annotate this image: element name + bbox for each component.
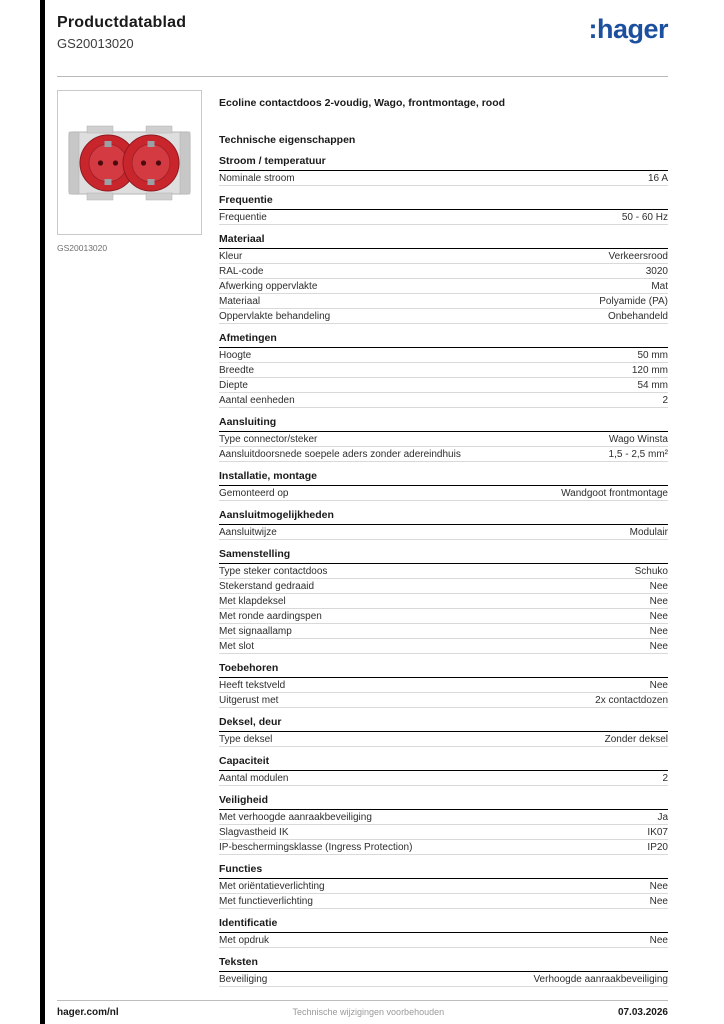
spec-row: [219, 594, 668, 609]
spec-value: 2x contactdozen: [595, 695, 668, 706]
binding-edge-bar: [40, 0, 45, 1024]
spec-label: Aantal eenheden: [219, 395, 295, 406]
spec-value: Nee: [649, 680, 668, 691]
spec-row: [219, 579, 668, 594]
product-image: [57, 90, 202, 235]
spec-section: [219, 863, 668, 909]
spec-section: [219, 332, 668, 408]
spec-value: 3020: [645, 266, 668, 277]
spec-value: 16 A: [647, 173, 668, 184]
spec-section: [219, 509, 668, 540]
spec-row: [219, 840, 668, 855]
spec-row: [219, 309, 668, 324]
footer-note: Technische wijzigingen voorbehouden: [292, 1007, 445, 1017]
spec-label: Materiaal: [219, 296, 261, 307]
spec-value: Verkeersrood: [608, 251, 668, 262]
spec-section: [219, 470, 668, 501]
spec-row: [219, 933, 668, 948]
product-title: Ecoline contactdoos 2-voudig, Wago, frontmontage, rood: [219, 97, 506, 109]
specs-column: [219, 90, 668, 987]
spec-value: Onbehandeld: [607, 311, 668, 322]
spec-label: Met verhoogde aanraakbeveiliging: [219, 812, 372, 823]
spec-section: [219, 194, 668, 225]
spec-value: Mat: [651, 281, 668, 292]
spec-row: [219, 363, 668, 378]
spec-row: [219, 393, 668, 408]
spec-value: Polyamide (PA): [599, 296, 668, 307]
spec-row: [219, 432, 668, 447]
spec-value: Nee: [649, 881, 668, 892]
section-title: Samenstelling: [219, 548, 668, 564]
content: [57, 90, 668, 987]
spec-label: Afwerking oppervlakte: [219, 281, 318, 292]
spec-section: [219, 416, 668, 462]
spec-value: 2: [662, 395, 668, 406]
spec-section: [219, 233, 668, 324]
spec-value: Wandgoot frontmontage: [561, 488, 668, 499]
spec-label: Slagvastheid IK: [219, 827, 289, 838]
socket-illustration: [65, 98, 194, 227]
spec-value: IP20: [647, 842, 668, 853]
spec-row: [219, 825, 668, 840]
section-title: Installatie, montage: [219, 470, 668, 486]
spec-label: IP-beschermingsklasse (Ingress Protection): [219, 842, 413, 853]
spec-row: [219, 894, 668, 909]
datasheet-page: [57, 0, 668, 1024]
spec-label: Met functieverlichting: [219, 896, 313, 907]
spec-label: Kleur: [219, 251, 243, 262]
spec-label: Diepte: [219, 380, 248, 391]
spec-label: Met slot: [219, 641, 255, 652]
spec-label: Stekerstand gedraaid: [219, 581, 315, 592]
product-image-caption: GS20013020: [57, 243, 108, 253]
spec-row: [219, 378, 668, 393]
section-title: Materiaal: [219, 233, 668, 249]
section-title: Deksel, deur: [219, 716, 668, 732]
spec-value: Nee: [649, 641, 668, 652]
spec-label: Met signaallamp: [219, 626, 292, 637]
page-header: [57, 14, 668, 51]
header-divider: [57, 76, 668, 77]
spec-row: [219, 678, 668, 693]
section-title: Toebehoren: [219, 662, 668, 678]
spec-value: Modulair: [629, 527, 668, 538]
spec-section: [219, 548, 668, 654]
spec-row: [219, 693, 668, 708]
spec-value: Nee: [649, 935, 668, 946]
spec-label: Met oriëntatieverlichting: [219, 881, 325, 892]
spec-label: Type connector/steker: [219, 434, 318, 445]
spec-value: Zonder deksel: [604, 734, 668, 745]
spec-value: 1,5 - 2,5 mm²: [608, 449, 668, 460]
spec-value: Nee: [649, 611, 668, 622]
spec-row: [219, 639, 668, 654]
spec-row: [219, 525, 668, 540]
spec-label: Nominale stroom: [219, 173, 295, 184]
spec-section: [219, 794, 668, 855]
product-id: GS20013020: [57, 36, 134, 51]
spec-row: [219, 609, 668, 624]
footer-date: 07.03.2026: [617, 1007, 668, 1018]
spec-label: Beveiliging: [219, 974, 268, 985]
spec-row: [219, 810, 668, 825]
spec-label: RAL-code: [219, 266, 264, 277]
section-title: Capaciteit: [219, 755, 668, 771]
spec-label: Heeft tekstveld: [219, 680, 286, 691]
spec-row: [219, 264, 668, 279]
spec-value: 2: [662, 773, 668, 784]
spec-label: Type steker contactdoos: [219, 566, 328, 577]
spec-label: Oppervlakte behandeling: [219, 311, 331, 322]
spec-value: Ja: [657, 812, 668, 823]
section-title: Aansluitmogelijkheden: [219, 509, 668, 525]
spec-value: Wago Winsta: [608, 434, 668, 445]
section-title: Frequentie: [219, 194, 668, 210]
spec-label: Met opdruk: [219, 935, 270, 946]
section-title: Veiligheid: [219, 794, 668, 810]
spec-row: [219, 210, 668, 225]
spec-section: [219, 662, 668, 708]
spec-label: Aansluitwijze: [219, 527, 277, 538]
spec-section: [219, 155, 668, 186]
spec-label: Aansluitdoorsnede soepele aders zonder adereindhuis: [219, 449, 461, 460]
section-title: Teksten: [219, 956, 668, 972]
spec-row: [219, 732, 668, 747]
page-footer: [57, 1000, 668, 1018]
product-image-column: [57, 90, 202, 987]
spec-row: [219, 294, 668, 309]
spec-value: Verhoogde aanraakbeveiliging: [533, 974, 668, 985]
section-title: Functies: [219, 863, 668, 879]
hager-logo: :hager: [588, 14, 668, 44]
spec-sections: [219, 155, 668, 987]
header-titles: [57, 14, 186, 51]
spec-row: [219, 879, 668, 894]
spec-label: Gemonteerd op: [219, 488, 289, 499]
spec-row: [219, 279, 668, 294]
spec-row: [219, 171, 668, 186]
spec-section: [219, 956, 668, 987]
spec-value: 50 - 60 Hz: [621, 212, 668, 223]
spec-row: [219, 486, 668, 501]
spec-label: Type deksel: [219, 734, 273, 745]
section-title: Afmetingen: [219, 332, 668, 348]
spec-value: 54 mm: [637, 380, 668, 391]
spec-value: 120 mm: [631, 365, 668, 376]
spec-section: [219, 755, 668, 786]
spec-row: [219, 447, 668, 462]
spec-label: Uitgerust met: [219, 695, 279, 706]
spec-row: [219, 249, 668, 264]
spec-value: IK07: [647, 827, 668, 838]
spec-row: [219, 348, 668, 363]
footer-url: hager.com/nl: [57, 1007, 119, 1018]
spec-row: [219, 624, 668, 639]
spec-label: Met klapdeksel: [219, 596, 286, 607]
spec-row: [219, 972, 668, 987]
spec-value: Schuko: [634, 566, 668, 577]
spec-label: Breedte: [219, 365, 255, 376]
spec-value: Nee: [649, 626, 668, 637]
spec-section: [219, 917, 668, 948]
spec-value: Nee: [649, 896, 668, 907]
section-title: Stroom / temperatuur: [219, 155, 668, 171]
page-title: Productdatablad: [57, 14, 187, 31]
spec-value: Nee: [649, 596, 668, 607]
spec-value: Nee: [649, 581, 668, 592]
spec-label: Aantal modulen: [219, 773, 289, 784]
spec-row: [219, 564, 668, 579]
spec-label: Frequentie: [219, 212, 267, 223]
spec-label: Hoogte: [219, 350, 252, 361]
section-title: Aansluiting: [219, 416, 668, 432]
spec-section: [219, 716, 668, 747]
section-title: Identificatie: [219, 917, 668, 933]
spec-value: 50 mm: [637, 350, 668, 361]
spec-row: [219, 771, 668, 786]
spec-label: Met ronde aardingspen: [219, 611, 322, 622]
tech-properties-heading: Technische eigenschappen: [219, 134, 356, 146]
